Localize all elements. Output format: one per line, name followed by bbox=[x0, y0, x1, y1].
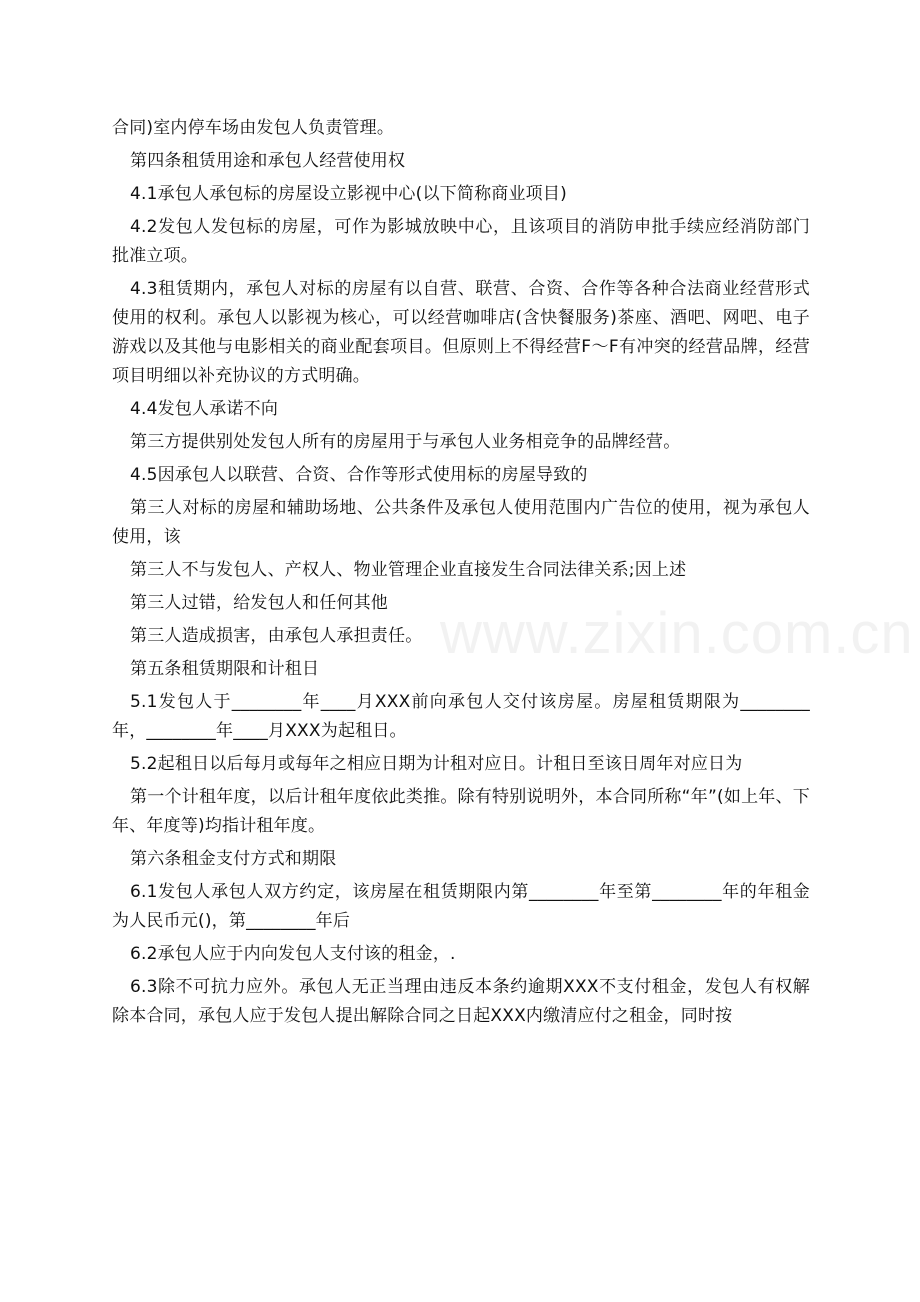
paragraph: 第三人造成损害，由承包人承担责任。 bbox=[130, 626, 423, 646]
paragraph: 5.1发包人于________年____月XXX前向承包人交付该房屋。房屋租赁期限为________年，________年____月XXX为起租日。 bbox=[112, 692, 810, 741]
paragraph: 第一个计租年度，以后计租年度依此类推。除有特别说明外，本合同所称“年”(如上年、下年、年度等)均指计租年度。 bbox=[112, 787, 810, 836]
paragraph: 4.2发包人发包标的房屋，可作为影城放映中心，且该项目的消防申批手续应经消防部门批准立项。 bbox=[112, 217, 810, 266]
paragraph: 第三人对标的房屋和辅助场地、公共条件及承包人使用范围内广告位的使用，视为承包人使用，该 bbox=[112, 498, 810, 547]
paragraph: 第三人过错，给发包人和任何其他 bbox=[130, 593, 388, 613]
section-heading: 第四条租赁用途和承包人经营使用权 bbox=[130, 151, 406, 171]
paragraph: 6.3除不可抗力应外。承包人无正当理由违反本条约逾期XXX不支付租金，发包人有权解除本合同，承包人应于发包人提出解除合同之日起XXX内缴清应付之租金，同时按 bbox=[112, 977, 810, 1026]
paragraph: 4.3租赁期内，承包人对标的房屋有以自营、联营、合资、合作等各种合法商业经营形式使用的权利。承包人以影视为核心，可以经营咖啡店(含快餐服务)茶座、酒吧、网吧、电子游戏以及其他与电影相关的商业配套项目。但原则上不得经营F～F有冲突的经营品牌，经营项目明细以补充协议的方式明确。 bbox=[112, 279, 810, 386]
paragraph: 6.2承包人应于内向发包人支付该的租金，. bbox=[130, 944, 456, 964]
paragraph: 4.5因承包人以联营、合资、合作等形式使用标的房屋导致的 bbox=[130, 465, 588, 485]
paragraph: 4.1承包人承包标的房屋设立影视中心(以下简称商业项目) bbox=[130, 184, 567, 204]
paragraph: 5.2起租日以后每月或每年之相应日期为计租对应日。计租日至该日周年对应日为 bbox=[130, 754, 743, 774]
paragraph: 4.4发包人承诺不向 bbox=[130, 399, 279, 419]
contract-text bbox=[112, 114, 810, 1035]
paragraph: 合同)室内停车场由发包人负责管理。 bbox=[112, 118, 395, 138]
paragraph: 第三人不与发包人、产权人、物业管理企业直接发生合同法律关系;因上述 bbox=[130, 560, 687, 580]
paragraph: 6.1发包人承包人双方约定，该房屋在租赁期限内第________年至第________年的年租金为人民币元()，第________年后 bbox=[112, 882, 810, 931]
section-heading: 第六条租金支付方式和期限 bbox=[130, 849, 337, 869]
paragraph: 第三方提供别处发包人所有的房屋用于与承包人业务相竞争的品牌经营。 bbox=[130, 432, 681, 452]
watermark: www.zixin.com.cn bbox=[440, 601, 914, 666]
section-heading: 第五条租赁期限和计租日 bbox=[130, 659, 320, 679]
